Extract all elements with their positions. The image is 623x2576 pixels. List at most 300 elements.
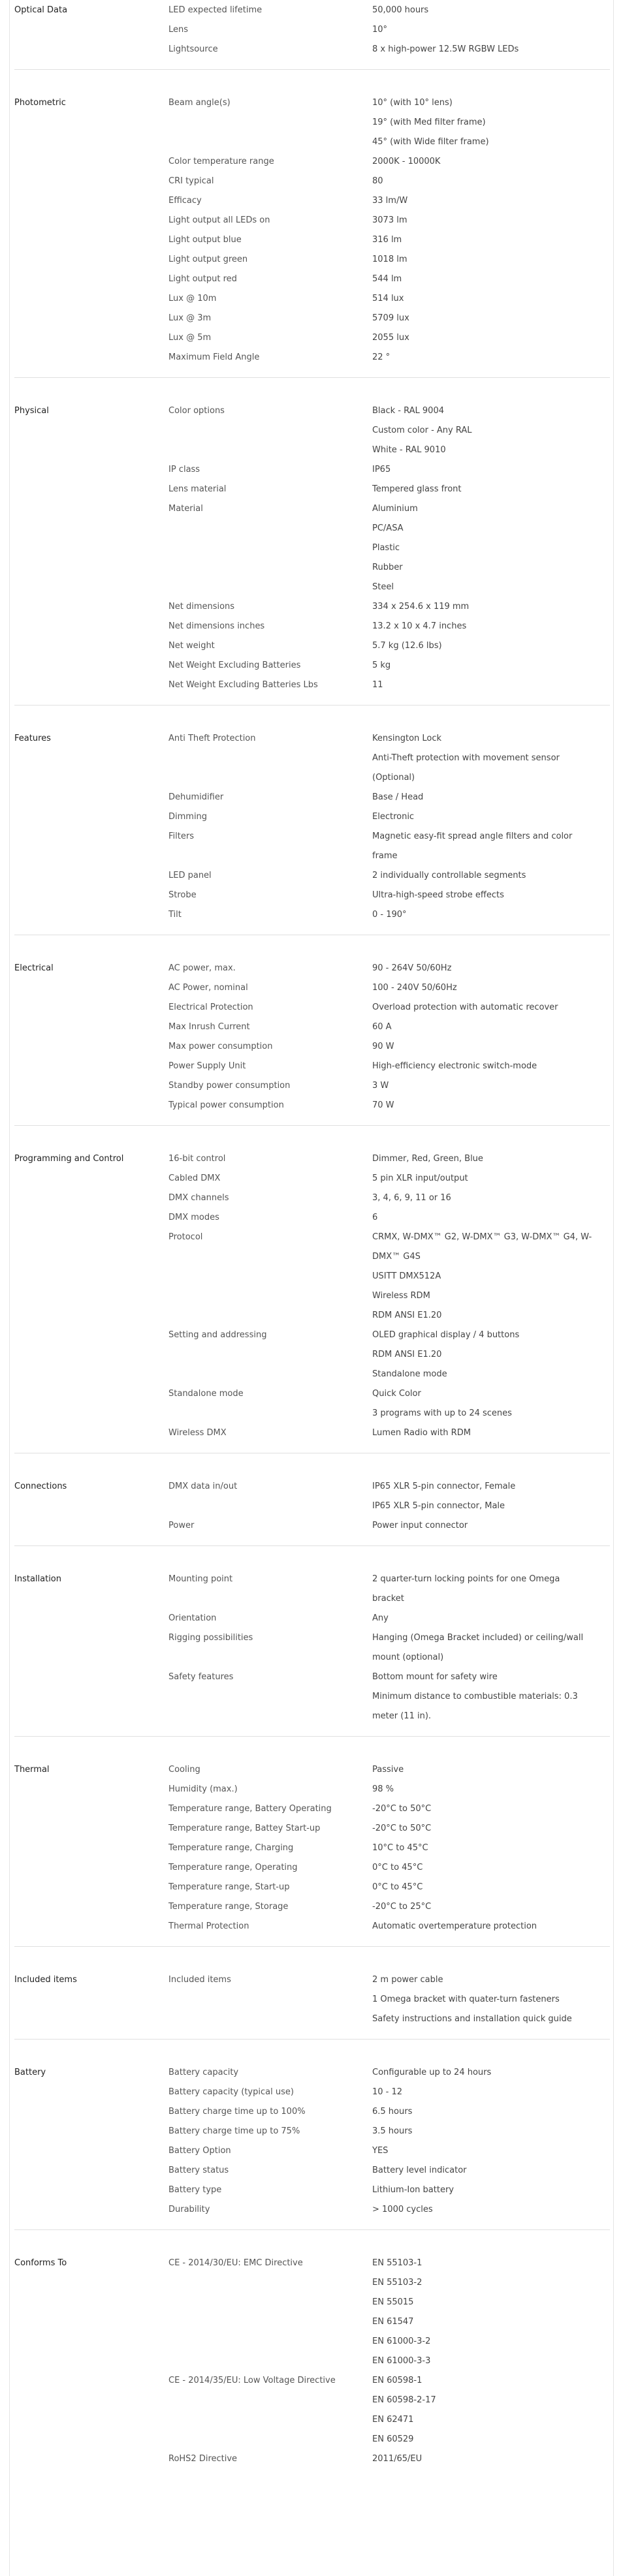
section-title: Thermal xyxy=(14,1765,50,1775)
spec-value xyxy=(372,2087,612,2107)
spec-value xyxy=(372,890,612,910)
spec-row xyxy=(14,890,612,910)
spec-section xyxy=(14,1975,612,2034)
spec-value xyxy=(372,734,612,792)
spec-value-line: High-efficiency electronic switch-mode xyxy=(372,1061,537,1071)
spec-value xyxy=(372,1574,612,1613)
spec-value-line: Any xyxy=(372,1613,389,1623)
spec-label: Light output red xyxy=(168,274,237,284)
spec-value-line: 10 - 12 xyxy=(372,2087,403,2097)
spec-value xyxy=(372,1173,612,1193)
spec-label: Lens material xyxy=(168,484,227,494)
spec-value xyxy=(372,44,612,64)
spec-value-line: 514 lux xyxy=(372,294,404,303)
spec-value-line: Automatic overtemperature protection xyxy=(372,1921,537,1931)
spec-value-line: Safety instructions and installation quick guide xyxy=(372,2014,572,2024)
spec-value-line: Lithium-Ion battery xyxy=(372,2185,455,2195)
spec-value-line: 0 - 190° xyxy=(372,910,407,920)
right-border xyxy=(613,0,614,2576)
spec-value-line: 90 - 264V 50/60Hz xyxy=(372,963,452,973)
spec-row xyxy=(14,1428,612,1448)
spec-label: Dehumidifier xyxy=(168,792,224,802)
spec-value xyxy=(372,333,612,352)
spec-value-line: bracket xyxy=(372,1594,404,1604)
spec-row xyxy=(14,406,612,465)
spec-value xyxy=(372,871,612,890)
spec-label: Max power consumption xyxy=(168,1042,273,1051)
spec-value-line: 1 Omega bracket with quater-turn fasteners xyxy=(372,1994,560,2004)
spec-label: Lux @ 10m xyxy=(168,294,217,303)
spec-label: Net dimensions inches xyxy=(168,621,265,631)
spec-value-line: 90 W xyxy=(372,1042,394,1051)
spec-value-line: CRMX, W-DMX™ G2, W-DMX™ G3, W-DMX™ G4, W- xyxy=(372,1232,592,1242)
section-divider xyxy=(14,377,610,378)
spec-value xyxy=(372,1081,612,1100)
spec-label: Beam angle(s) xyxy=(168,98,231,108)
spec-label: IP class xyxy=(168,465,200,474)
spec-label: Anti Theft Protection xyxy=(168,734,256,743)
spec-value-line: 6 xyxy=(372,1213,378,1222)
spec-label: Thermal Protection xyxy=(168,1921,249,1931)
spec-label: Cabled DMX xyxy=(168,1173,221,1183)
spec-value xyxy=(372,1902,612,1921)
spec-value xyxy=(372,1232,612,1330)
spec-value xyxy=(372,1193,612,1213)
spec-row xyxy=(14,963,612,983)
spec-value-line: > 1000 cycles xyxy=(372,2205,433,2214)
spec-value-line: 3.5 hours xyxy=(372,2126,413,2136)
spec-value xyxy=(372,2107,612,2126)
spec-value-line: Bottom mount for safety wire xyxy=(372,1672,498,1682)
spec-section xyxy=(14,1154,612,1448)
spec-value-line: (Optional) xyxy=(372,773,415,783)
spec-value-line: Custom color - Any RAL xyxy=(372,426,472,435)
spec-row xyxy=(14,1633,612,1672)
spec-label: AC power, max. xyxy=(168,963,236,973)
spec-value-line: EN 55103-2 xyxy=(372,2278,423,2288)
spec-label: Dimming xyxy=(168,812,208,822)
spec-row xyxy=(14,1613,612,1633)
spec-value xyxy=(372,2126,612,2146)
spec-value-line: 10° (with 10° lens) xyxy=(372,98,453,108)
spec-row xyxy=(14,1100,612,1120)
spec-label: Rigging possibilities xyxy=(168,1633,253,1643)
spec-value-line: mount (optional) xyxy=(372,1653,444,1662)
spec-value xyxy=(372,1482,612,1521)
spec-row xyxy=(14,176,612,196)
section-divider xyxy=(14,1946,610,1947)
spec-row xyxy=(14,871,612,890)
spec-value xyxy=(372,2376,612,2454)
spec-value-line: 6.5 hours xyxy=(372,2107,413,2117)
spec-row xyxy=(14,235,612,255)
spec-row xyxy=(14,1213,612,1232)
spec-row xyxy=(14,1482,612,1521)
spec-label: Maximum Field Angle xyxy=(168,352,260,362)
spec-row xyxy=(14,313,612,333)
spec-row xyxy=(14,660,612,680)
spec-row xyxy=(14,196,612,215)
spec-row xyxy=(14,1882,612,1902)
spec-row xyxy=(14,1022,612,1042)
spec-label: Included items xyxy=(168,1975,231,1985)
spec-label: Cooling xyxy=(168,1765,200,1775)
spec-row xyxy=(14,831,612,871)
spec-row xyxy=(14,1389,612,1428)
spec-row xyxy=(14,1521,612,1540)
spec-value-line: 5709 lux xyxy=(372,313,409,323)
spec-value-line: Minimum distance to combustible materials: 0.3 xyxy=(372,1692,578,1701)
spec-value xyxy=(372,2205,612,2224)
spec-value-line: 3, 4, 6, 9, 11 or 16 xyxy=(372,1193,451,1203)
spec-row xyxy=(14,1784,612,1804)
spec-value-line: USITT DMX512A xyxy=(372,1271,441,1281)
section-title: Included items xyxy=(14,1975,77,1985)
spec-label: LED panel xyxy=(168,871,212,880)
spec-value-line: 316 lm xyxy=(372,235,402,245)
spec-label: AC Power, nominal xyxy=(168,983,248,993)
spec-label: Battery capacity (typical use) xyxy=(168,2087,294,2097)
spec-row xyxy=(14,2185,612,2205)
spec-label: Lens xyxy=(168,25,189,35)
spec-value xyxy=(372,235,612,255)
spec-row xyxy=(14,25,612,44)
spec-row xyxy=(14,1042,612,1061)
spec-value xyxy=(372,1389,612,1428)
spec-label: CE - 2014/30/EU: EMC Directive xyxy=(168,2258,303,2268)
spec-row xyxy=(14,255,612,274)
section-divider xyxy=(14,1736,610,1737)
spec-label: Typical power consumption xyxy=(168,1100,284,1110)
spec-row xyxy=(14,504,612,602)
spec-value-line: Aluminium xyxy=(372,504,418,514)
spec-row xyxy=(14,621,612,641)
spec-label: Filters xyxy=(168,831,194,841)
spec-label: Net Weight Excluding Batteries xyxy=(168,660,301,670)
spec-row xyxy=(14,274,612,294)
spec-row xyxy=(14,44,612,64)
spec-value xyxy=(372,2454,612,2474)
spec-value-line: 5 pin XLR input/output xyxy=(372,1173,468,1183)
spec-value-line: Base / Head xyxy=(372,792,424,802)
spec-value-line: 8 x high-power 12.5W RGBW LEDs xyxy=(372,44,519,54)
spec-value-line: Wireless RDM xyxy=(372,1291,430,1301)
spec-value xyxy=(372,504,612,602)
spec-value xyxy=(372,963,612,983)
spec-value xyxy=(372,5,612,25)
spec-label: RoHS2 Directive xyxy=(168,2454,238,2464)
spec-value-line: 80 xyxy=(372,176,383,186)
spec-value xyxy=(372,465,612,484)
spec-row xyxy=(14,1863,612,1882)
spec-value-line: 70 W xyxy=(372,1100,394,1110)
spec-value-line: frame xyxy=(372,851,398,861)
spec-value-line: 33 lm/W xyxy=(372,196,408,206)
spec-value xyxy=(372,1804,612,1823)
spec-label: Power Supply Unit xyxy=(168,1061,246,1071)
spec-label: Light output all LEDs on xyxy=(168,215,270,225)
spec-label: Battery type xyxy=(168,2185,222,2195)
spec-label: Battery status xyxy=(168,2165,229,2175)
spec-value-line: Black - RAL 9004 xyxy=(372,406,444,416)
spec-label: Temperature range, Battery Operating xyxy=(168,1804,332,1814)
spec-value-line: Dimmer, Red, Green, Blue xyxy=(372,1154,483,1164)
spec-value-line: 2 quarter-turn locking points for one Omega xyxy=(372,1574,560,1584)
spec-label: Light output blue xyxy=(168,235,242,245)
spec-label: Wireless DMX xyxy=(168,1428,227,1438)
spec-value xyxy=(372,1022,612,1042)
spec-value xyxy=(372,1002,612,1022)
section-divider xyxy=(14,1545,610,1546)
spec-row xyxy=(14,352,612,372)
section-divider xyxy=(14,2039,610,2040)
spec-value-line: EN 61000-3-3 xyxy=(372,2356,431,2366)
spec-value-line: EN 55015 xyxy=(372,2297,414,2307)
left-border xyxy=(9,0,10,2576)
spec-row xyxy=(14,734,612,792)
spec-row xyxy=(14,792,612,812)
spec-value xyxy=(372,1633,612,1672)
spec-label: Safety features xyxy=(168,1672,234,1682)
spec-label: LED expected lifetime xyxy=(168,5,263,15)
spec-value xyxy=(372,1061,612,1081)
section-title: Electrical xyxy=(14,963,54,973)
spec-row xyxy=(14,2087,612,2107)
spec-row xyxy=(14,1823,612,1843)
spec-value xyxy=(372,2185,612,2205)
spec-value xyxy=(372,1428,612,1448)
spec-row xyxy=(14,2126,612,2146)
spec-section xyxy=(14,734,612,929)
spec-value xyxy=(372,983,612,1002)
spec-value-line: IP65 XLR 5-pin connector, Female xyxy=(372,1482,516,1491)
spec-value xyxy=(372,1042,612,1061)
spec-row xyxy=(14,812,612,831)
spec-row xyxy=(14,5,612,25)
spec-label: Durability xyxy=(168,2205,210,2214)
spec-label: Color options xyxy=(168,406,225,416)
spec-value-line: -20°C to 25°C xyxy=(372,1902,432,1912)
spec-value-line: Lumen Radio with RDM xyxy=(372,1428,471,1438)
spec-label: Orientation xyxy=(168,1613,217,1623)
spec-value xyxy=(372,602,612,621)
spec-label: Lux @ 5m xyxy=(168,333,212,343)
section-title: Conforms To xyxy=(14,2258,67,2268)
spec-value-line: 0°C to 45°C xyxy=(372,1863,423,1872)
section-divider xyxy=(14,1125,610,1126)
spec-value xyxy=(372,2165,612,2185)
spec-value xyxy=(372,1882,612,1902)
spec-label: Humidity (max.) xyxy=(168,1784,238,1794)
spec-label: Temperature range, Storage xyxy=(168,1902,289,1912)
spec-row xyxy=(14,2146,612,2165)
spec-row xyxy=(14,465,612,484)
spec-value-line: 13.2 x 10 x 4.7 inches xyxy=(372,621,467,631)
spec-value xyxy=(372,255,612,274)
spec-row xyxy=(14,910,612,929)
spec-row xyxy=(14,1232,612,1330)
spec-section xyxy=(14,98,612,372)
spec-value xyxy=(372,1784,612,1804)
spec-value-line: Power input connector xyxy=(372,1521,468,1530)
spec-row xyxy=(14,1193,612,1213)
spec-label: Net Weight Excluding Batteries Lbs xyxy=(168,680,318,690)
spec-section xyxy=(14,406,612,700)
spec-value-line: PC/ASA xyxy=(372,523,404,533)
spec-row xyxy=(14,1672,612,1731)
spec-value-line: 50,000 hours xyxy=(372,5,429,15)
spec-value xyxy=(372,910,612,929)
spec-value-line: 98 % xyxy=(372,1784,394,1794)
spec-value-line: Steel xyxy=(372,582,394,592)
spec-row xyxy=(14,602,612,621)
spec-label: Max Inrush Current xyxy=(168,1022,250,1032)
spec-value-line: meter (11 in). xyxy=(372,1711,432,1721)
spec-label: Light output green xyxy=(168,255,248,264)
spec-value-line: Hanging (Omega Bracket included) or ceiling/wall xyxy=(372,1633,584,1643)
spec-row xyxy=(14,333,612,352)
section-title: Programming and Control xyxy=(14,1154,124,1164)
spec-row xyxy=(14,1804,612,1823)
spec-value-line: Rubber xyxy=(372,563,403,572)
spec-value-line: Quick Color xyxy=(372,1389,421,1399)
spec-value xyxy=(372,1330,612,1389)
spec-value xyxy=(372,196,612,215)
spec-value-line: 45° (with Wide filter frame) xyxy=(372,137,489,147)
spec-value-line: DMX™ G4S xyxy=(372,1252,421,1262)
spec-value xyxy=(372,176,612,196)
spec-row xyxy=(14,484,612,504)
spec-row xyxy=(14,680,612,700)
spec-value xyxy=(372,792,612,812)
section-title: Optical Data xyxy=(14,5,68,15)
spec-label: Electrical Protection xyxy=(168,1002,253,1012)
spec-value xyxy=(372,25,612,44)
spec-value-line: 0°C to 45°C xyxy=(372,1882,423,1892)
spec-row xyxy=(14,1765,612,1784)
spec-label: Battery charge time up to 75% xyxy=(168,2126,300,2136)
spec-value-line: -20°C to 50°C xyxy=(372,1804,432,1814)
spec-value-line: Magnetic easy-fit spread angle filters and color xyxy=(372,831,573,841)
spec-value-line: Ultra-high-speed strobe effects xyxy=(372,890,504,900)
spec-value xyxy=(372,680,612,700)
spec-value xyxy=(372,215,612,235)
spec-label: Net dimensions xyxy=(168,602,235,612)
section-divider xyxy=(14,2229,610,2230)
spec-label: Battery capacity xyxy=(168,2068,239,2077)
spec-value-line: RDM ANSI E1.20 xyxy=(372,1350,442,1359)
spec-row xyxy=(14,641,612,660)
spec-value-line: 5.7 kg (12.6 lbs) xyxy=(372,641,442,651)
section-title: Installation xyxy=(14,1574,62,1584)
spec-value xyxy=(372,406,612,465)
spec-value-line: OLED graphical display / 4 buttons xyxy=(372,1330,520,1340)
spec-row xyxy=(14,157,612,176)
spec-row xyxy=(14,1154,612,1173)
spec-value xyxy=(372,1213,612,1232)
spec-section xyxy=(14,2258,612,2474)
spec-value-line: 22 ° xyxy=(372,352,391,362)
spec-label: Battery charge time up to 100% xyxy=(168,2107,306,2117)
spec-value-line: Anti-Theft protection with movement sensor xyxy=(372,753,560,763)
spec-value xyxy=(372,831,612,871)
spec-row xyxy=(14,1002,612,1022)
spec-value xyxy=(372,1154,612,1173)
spec-row xyxy=(14,1061,612,1081)
spec-value xyxy=(372,352,612,372)
spec-value xyxy=(372,2068,612,2087)
section-title: Features xyxy=(14,734,51,743)
spec-value-line: 544 lm xyxy=(372,274,402,284)
spec-label: Standalone mode xyxy=(168,1389,244,1399)
spec-label: Mounting point xyxy=(168,1574,233,1584)
spec-value-line: 2 m power cable xyxy=(372,1975,443,1985)
spec-value-line: 19° (with Med filter frame) xyxy=(372,117,486,127)
spec-value-line: 2 individually controllable segments xyxy=(372,871,526,880)
spec-value-line: 3 W xyxy=(372,1081,389,1091)
spec-value-line: Kensington Lock xyxy=(372,734,442,743)
section-title: Photometric xyxy=(14,98,66,108)
spec-label: Temperature range, Start-up xyxy=(168,1882,290,1892)
spec-value xyxy=(372,660,612,680)
spec-value-line: -20°C to 50°C xyxy=(372,1823,432,1833)
spec-value-line: 2011/65/EU xyxy=(372,2454,423,2464)
spec-value-line: IP65 XLR 5-pin connector, Male xyxy=(372,1501,505,1511)
spec-value-line: 60 A xyxy=(372,1022,392,1032)
spec-label: Material xyxy=(168,504,203,514)
section-title: Battery xyxy=(14,2068,46,2077)
section-divider xyxy=(14,69,610,70)
spec-value xyxy=(372,484,612,504)
spec-value-line: EN 60529 xyxy=(372,2434,414,2444)
spec-value-line: 1018 lm xyxy=(372,255,407,264)
spec-row xyxy=(14,1081,612,1100)
spec-value-line: RDM ANSI E1.20 xyxy=(372,1311,442,1320)
spec-label: Power xyxy=(168,1521,195,1530)
spec-value-line: Electronic xyxy=(372,812,415,822)
section-title: Physical xyxy=(14,406,49,416)
section-divider xyxy=(14,705,610,706)
spec-value-line: Configurable up to 24 hours xyxy=(372,2068,492,2077)
spec-value-line: EN 55103-1 xyxy=(372,2258,423,2268)
spec-value xyxy=(372,2258,612,2376)
spec-value-line: Plastic xyxy=(372,543,400,553)
spec-value-line: 334 x 254.6 x 119 mm xyxy=(372,602,470,612)
spec-label: Temperature range, Battey Start-up xyxy=(168,1823,321,1833)
spec-value xyxy=(372,1672,612,1731)
spec-value xyxy=(372,1823,612,1843)
spec-value xyxy=(372,313,612,333)
spec-value-line: EN 60598-2-17 xyxy=(372,2395,436,2405)
spec-value-line: 5 kg xyxy=(372,660,391,670)
spec-value-line: EN 60598-1 xyxy=(372,2376,423,2385)
spec-value-line: Passive xyxy=(372,1765,404,1775)
spec-value-line: 3 programs with up to 24 scenes xyxy=(372,1408,512,1418)
spec-row xyxy=(14,2454,612,2474)
spec-row xyxy=(14,2107,612,2126)
spec-value xyxy=(372,98,612,157)
spec-row xyxy=(14,983,612,1002)
spec-value xyxy=(372,812,612,831)
spec-value xyxy=(372,1921,612,1941)
spec-section xyxy=(14,5,612,64)
spec-value xyxy=(372,2146,612,2165)
spec-value-line: IP65 xyxy=(372,465,391,474)
spec-value-line: 10°C to 45°C xyxy=(372,1843,428,1853)
spec-label: Temperature range, Charging xyxy=(168,1843,294,1853)
spec-section xyxy=(14,1482,612,1540)
spec-value-line: 10° xyxy=(372,25,388,35)
